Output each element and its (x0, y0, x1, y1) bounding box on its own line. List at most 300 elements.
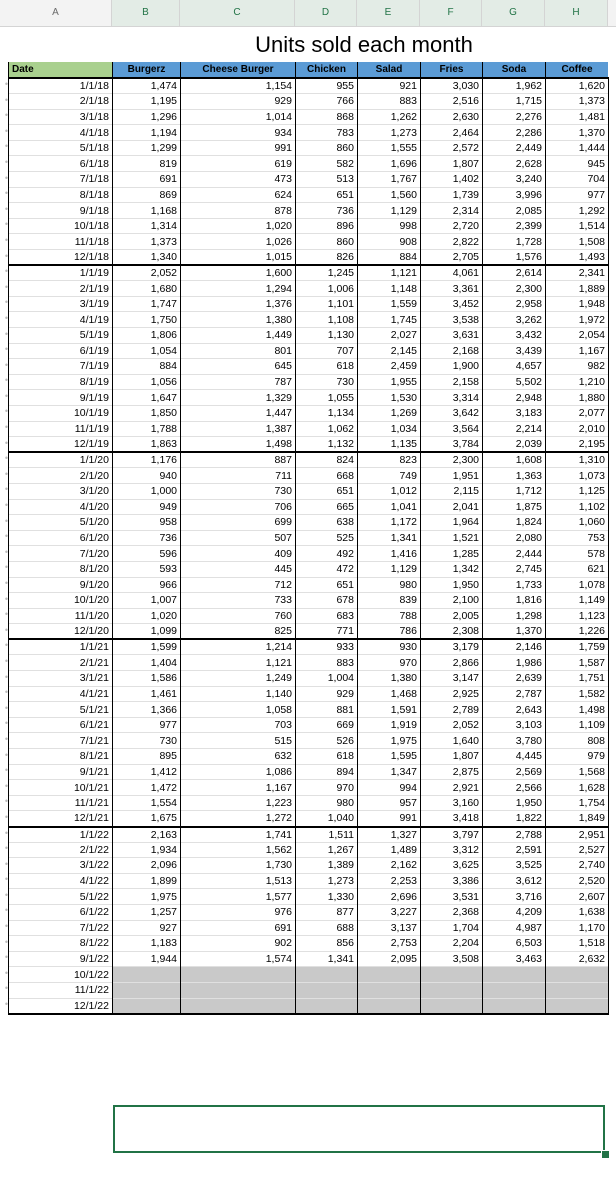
value-cell[interactable]: 1,294 (181, 281, 296, 297)
value-cell[interactable]: 1,168 (113, 203, 181, 219)
row-number-stub[interactable]: • (4, 375, 8, 385)
value-cell[interactable]: 645 (181, 359, 296, 375)
value-cell[interactable]: 1,530 (358, 390, 421, 406)
row-number-stub[interactable]: • (4, 968, 8, 978)
value-cell[interactable]: 3,262 (483, 312, 546, 328)
value-cell[interactable]: 492 (296, 546, 358, 562)
value-cell[interactable]: 2,643 (483, 702, 546, 718)
value-cell[interactable]: 1,489 (358, 842, 421, 858)
row-number-stub[interactable]: • (4, 983, 8, 993)
value-cell[interactable]: 2,696 (358, 889, 421, 905)
value-cell[interactable]: 1,508 (546, 234, 609, 250)
value-cell[interactable]: 2,146 (483, 639, 546, 655)
value-cell[interactable]: 1,822 (483, 811, 546, 827)
value-cell[interactable]: 1,387 (181, 421, 296, 437)
date-cell[interactable]: 8/1/20 (9, 561, 113, 577)
value-cell[interactable]: 3,179 (421, 639, 483, 655)
value-cell[interactable]: 856 (296, 936, 358, 952)
row-number-stub[interactable]: • (4, 718, 8, 728)
value-cell[interactable]: 683 (296, 608, 358, 624)
value-cell[interactable]: 1,380 (358, 671, 421, 687)
value-cell[interactable]: 1,498 (546, 702, 609, 718)
value-cell[interactable]: 1,149 (546, 593, 609, 609)
value-cell[interactable]: 2,100 (421, 593, 483, 609)
value-cell[interactable]: 878 (181, 203, 296, 219)
value-cell[interactable]: 1,638 (546, 904, 609, 920)
value-cell[interactable]: 930 (358, 639, 421, 655)
value-cell[interactable]: 2,204 (421, 936, 483, 952)
value-cell[interactable] (421, 998, 483, 1014)
value-cell[interactable]: 1,298 (483, 608, 546, 624)
date-cell[interactable]: 5/1/21 (9, 702, 113, 718)
value-cell[interactable]: 688 (296, 920, 358, 936)
value-cell[interactable]: 2,925 (421, 686, 483, 702)
value-cell[interactable]: 1,788 (113, 421, 181, 437)
value-cell[interactable]: 2,399 (483, 218, 546, 234)
row-number-stub[interactable]: • (4, 531, 8, 541)
value-cell[interactable]: 1,850 (113, 405, 181, 421)
date-cell[interactable]: 3/1/22 (9, 858, 113, 874)
row-number-stub[interactable]: • (4, 344, 8, 354)
value-cell[interactable]: 2,572 (421, 140, 483, 156)
value-cell[interactable]: 982 (546, 359, 609, 375)
value-cell[interactable]: 1,880 (546, 390, 609, 406)
value-cell[interactable]: 1,347 (358, 764, 421, 780)
date-cell[interactable]: 10/1/19 (9, 405, 113, 421)
row-number-stub[interactable]: • (4, 235, 8, 245)
date-cell[interactable]: 6/1/20 (9, 530, 113, 546)
value-cell[interactable]: 699 (181, 515, 296, 531)
header-cell-chicken[interactable]: Chicken (295, 62, 357, 77)
value-cell[interactable]: 1,269 (358, 405, 421, 421)
header-cell-coffee[interactable]: Coffee (545, 62, 608, 77)
row-number-stub[interactable]: • (4, 765, 8, 775)
date-cell[interactable]: 5/1/18 (9, 140, 113, 156)
value-cell[interactable]: 1,273 (296, 873, 358, 889)
value-cell[interactable]: 1,267 (296, 842, 358, 858)
value-cell[interactable]: 3,312 (421, 842, 483, 858)
value-cell[interactable]: 1,554 (113, 795, 181, 811)
row-number-stub[interactable]: • (4, 687, 8, 697)
value-cell[interactable]: 1,121 (181, 655, 296, 671)
value-cell[interactable]: 3,314 (421, 390, 483, 406)
value-cell[interactable]: 706 (181, 499, 296, 515)
value-cell[interactable]: 1,747 (113, 296, 181, 312)
value-cell[interactable]: 1,272 (181, 811, 296, 827)
value-cell[interactable]: 515 (181, 733, 296, 749)
value-cell[interactable]: 2,145 (358, 343, 421, 359)
value-cell[interactable]: 970 (296, 780, 358, 796)
row-number-stub[interactable]: • (4, 266, 8, 276)
date-cell[interactable]: 11/1/18 (9, 234, 113, 250)
row-number-stub[interactable]: • (4, 251, 8, 261)
value-cell[interactable]: 1,986 (483, 655, 546, 671)
date-cell[interactable]: 11/1/19 (9, 421, 113, 437)
value-cell[interactable]: 2,753 (358, 936, 421, 952)
value-cell[interactable]: 2,052 (421, 717, 483, 733)
row-number-stub[interactable]: • (4, 812, 8, 822)
date-cell[interactable]: 4/1/21 (9, 686, 113, 702)
value-cell[interactable]: 1,416 (358, 546, 421, 562)
value-cell[interactable]: 1,099 (113, 624, 181, 640)
row-number-stub[interactable]: • (4, 547, 8, 557)
header-cell-fries[interactable]: Fries (420, 62, 482, 77)
value-cell[interactable]: 955 (296, 78, 358, 94)
value-cell[interactable]: 1,370 (546, 125, 609, 141)
value-cell[interactable] (483, 982, 546, 998)
value-cell[interactable]: 1,167 (181, 780, 296, 796)
value-cell[interactable]: 1,257 (113, 904, 181, 920)
value-cell[interactable]: 1,363 (483, 468, 546, 484)
value-cell[interactable]: 1,559 (358, 296, 421, 312)
row-number-stub[interactable]: • (4, 905, 8, 915)
value-cell[interactable]: 1,620 (546, 78, 609, 94)
value-cell[interactable]: 507 (181, 530, 296, 546)
value-cell[interactable]: 2,158 (421, 374, 483, 390)
value-cell[interactable]: 1,389 (296, 858, 358, 874)
value-cell[interactable]: 1,875 (483, 499, 546, 515)
value-cell[interactable]: 958 (113, 515, 181, 531)
row-number-stub[interactable]: • (4, 173, 8, 183)
value-cell[interactable]: 730 (181, 483, 296, 499)
value-cell[interactable]: 2,591 (483, 842, 546, 858)
value-cell[interactable]: 1,560 (358, 187, 421, 203)
column-header-d[interactable]: D (295, 0, 357, 26)
value-cell[interactable]: 1,741 (181, 827, 296, 843)
value-cell[interactable]: 1,172 (358, 515, 421, 531)
value-cell[interactable]: 1,342 (421, 561, 483, 577)
value-cell[interactable]: 525 (296, 530, 358, 546)
row-number-stub[interactable]: • (4, 204, 8, 214)
date-cell[interactable]: 12/1/18 (9, 250, 113, 266)
value-cell[interactable]: 2,052 (113, 265, 181, 281)
value-cell[interactable]: 1,014 (181, 109, 296, 125)
value-cell[interactable]: 1,481 (546, 109, 609, 125)
value-cell[interactable]: 2,628 (483, 156, 546, 172)
column-header-c[interactable]: C (180, 0, 295, 26)
value-cell[interactable]: 1,574 (181, 951, 296, 967)
value-cell[interactable]: 896 (296, 218, 358, 234)
date-cell[interactable]: 6/1/21 (9, 717, 113, 733)
value-cell[interactable]: 1,020 (113, 608, 181, 624)
value-cell[interactable]: 1,102 (546, 499, 609, 515)
row-number-stub[interactable]: • (4, 921, 8, 931)
date-cell[interactable]: 8/1/19 (9, 374, 113, 390)
value-cell[interactable]: 1,341 (358, 530, 421, 546)
value-cell[interactable]: 1,015 (181, 250, 296, 266)
date-cell[interactable]: 9/1/21 (9, 764, 113, 780)
row-number-stub[interactable]: • (4, 999, 8, 1009)
value-cell[interactable] (421, 967, 483, 983)
value-cell[interactable] (181, 967, 296, 983)
value-cell[interactable]: 3,418 (421, 811, 483, 827)
value-cell[interactable]: 1,034 (358, 421, 421, 437)
date-cell[interactable]: 8/1/22 (9, 936, 113, 952)
value-cell[interactable]: 1,292 (546, 203, 609, 219)
value-cell[interactable]: 1,108 (296, 312, 358, 328)
value-cell[interactable]: 1,514 (546, 218, 609, 234)
value-cell[interactable]: 3,160 (421, 795, 483, 811)
row-number-stub[interactable]: • (4, 874, 8, 884)
value-cell[interactable]: 1,449 (181, 328, 296, 344)
value-cell[interactable]: 2,464 (421, 125, 483, 141)
row-number-stub[interactable]: • (4, 859, 8, 869)
value-cell[interactable]: 409 (181, 546, 296, 562)
value-cell[interactable]: 869 (113, 187, 181, 203)
value-cell[interactable]: 1,919 (358, 717, 421, 733)
value-cell[interactable]: 2,630 (421, 109, 483, 125)
value-cell[interactable]: 2,253 (358, 873, 421, 889)
value-cell[interactable]: 1,135 (358, 437, 421, 453)
date-cell[interactable]: 10/1/22 (9, 967, 113, 983)
value-cell[interactable]: 1,468 (358, 686, 421, 702)
value-cell[interactable]: 2,789 (421, 702, 483, 718)
value-cell[interactable]: 6,503 (483, 936, 546, 952)
value-cell[interactable]: 1,628 (546, 780, 609, 796)
value-cell[interactable]: 1,412 (113, 764, 181, 780)
value-cell[interactable]: 1,086 (181, 764, 296, 780)
row-number-stub[interactable]: • (4, 453, 8, 463)
row-number-stub[interactable]: • (4, 781, 8, 791)
value-cell[interactable]: 1,020 (181, 218, 296, 234)
value-cell[interactable]: 2,516 (421, 94, 483, 110)
value-cell[interactable]: 1,330 (296, 889, 358, 905)
value-cell[interactable]: 3,386 (421, 873, 483, 889)
value-cell[interactable]: 1,950 (421, 577, 483, 593)
value-cell[interactable]: 1,245 (296, 265, 358, 281)
value-cell[interactable]: 1,125 (546, 483, 609, 499)
value-cell[interactable]: 783 (296, 125, 358, 141)
row-number-stub[interactable]: • (4, 750, 8, 760)
value-cell[interactable]: 883 (296, 655, 358, 671)
row-number-stub[interactable]: • (4, 952, 8, 962)
date-cell[interactable]: 10/1/18 (9, 218, 113, 234)
value-cell[interactable]: 1,273 (358, 125, 421, 141)
value-cell[interactable]: 3,432 (483, 328, 546, 344)
value-cell[interactable]: 1,733 (483, 577, 546, 593)
value-cell[interactable]: 621 (546, 561, 609, 577)
value-cell[interactable]: 1,824 (483, 515, 546, 531)
value-cell[interactable] (546, 982, 609, 998)
value-cell[interactable]: 2,607 (546, 889, 609, 905)
value-cell[interactable]: 1,340 (113, 250, 181, 266)
value-cell[interactable]: 894 (296, 764, 358, 780)
value-cell[interactable]: 945 (546, 156, 609, 172)
row-number-stub[interactable]: • (4, 126, 8, 136)
value-cell[interactable]: 1,975 (358, 733, 421, 749)
value-cell[interactable]: 826 (296, 250, 358, 266)
row-number-stub[interactable]: • (4, 188, 8, 198)
value-cell[interactable]: 1,129 (358, 561, 421, 577)
date-cell[interactable]: 8/1/21 (9, 749, 113, 765)
date-cell[interactable]: 2/1/21 (9, 655, 113, 671)
row-number-stub[interactable]: • (4, 141, 8, 151)
value-cell[interactable]: 2,163 (113, 827, 181, 843)
date-cell[interactable]: 8/1/18 (9, 187, 113, 203)
value-cell[interactable]: 445 (181, 561, 296, 577)
value-cell[interactable]: 2,115 (421, 483, 483, 499)
value-cell[interactable]: 1,600 (181, 265, 296, 281)
value-cell[interactable]: 1,472 (113, 780, 181, 796)
value-cell[interactable]: 908 (358, 234, 421, 250)
value-cell[interactable]: 1,310 (546, 452, 609, 468)
value-cell[interactable]: 1,498 (181, 437, 296, 453)
value-cell[interactable]: 749 (358, 468, 421, 484)
value-cell[interactable]: 1,955 (358, 374, 421, 390)
row-number-stub[interactable]: • (4, 157, 8, 167)
value-cell[interactable]: 1,078 (546, 577, 609, 593)
value-cell[interactable] (296, 998, 358, 1014)
value-cell[interactable]: 2,027 (358, 328, 421, 344)
value-cell[interactable]: 2,168 (421, 343, 483, 359)
date-cell[interactable]: 12/1/21 (9, 811, 113, 827)
value-cell[interactable]: 1,130 (296, 328, 358, 344)
value-cell[interactable]: 1,148 (358, 281, 421, 297)
row-number-stub[interactable]: • (4, 500, 8, 510)
value-cell[interactable] (113, 998, 181, 1014)
value-cell[interactable] (296, 967, 358, 983)
value-cell[interactable]: 786 (358, 624, 421, 640)
date-cell[interactable]: 4/1/20 (9, 499, 113, 515)
value-cell[interactable]: 3,996 (483, 187, 546, 203)
value-cell[interactable]: 1,715 (483, 94, 546, 110)
value-cell[interactable]: 881 (296, 702, 358, 718)
value-cell[interactable]: 1,767 (358, 172, 421, 188)
value-cell[interactable]: 736 (113, 530, 181, 546)
value-cell[interactable]: 788 (358, 608, 421, 624)
value-cell[interactable]: 976 (181, 904, 296, 920)
value-cell[interactable]: 2,010 (546, 421, 609, 437)
value-cell[interactable]: 3,642 (421, 405, 483, 421)
value-cell[interactable]: 1,195 (113, 94, 181, 110)
value-cell[interactable]: 3,137 (358, 920, 421, 936)
value-cell[interactable]: 3,564 (421, 421, 483, 437)
value-cell[interactable]: 2,866 (421, 655, 483, 671)
row-number-stub[interactable]: • (4, 703, 8, 713)
value-cell[interactable]: 1,555 (358, 140, 421, 156)
value-cell[interactable]: 884 (113, 359, 181, 375)
value-cell[interactable]: 669 (296, 717, 358, 733)
value-cell[interactable]: 998 (358, 218, 421, 234)
date-cell[interactable]: 7/1/18 (9, 172, 113, 188)
value-cell[interactable]: 839 (358, 593, 421, 609)
value-cell[interactable]: 704 (546, 172, 609, 188)
value-cell[interactable]: 1,167 (546, 343, 609, 359)
row-number-stub[interactable]: • (4, 469, 8, 479)
value-cell[interactable]: 1,577 (181, 889, 296, 905)
value-cell[interactable]: 3,531 (421, 889, 483, 905)
row-number-stub[interactable]: • (4, 828, 8, 838)
value-cell[interactable]: 994 (358, 780, 421, 796)
value-cell[interactable]: 1,296 (113, 109, 181, 125)
value-cell[interactable]: 2,520 (546, 873, 609, 889)
date-cell[interactable]: 3/1/19 (9, 296, 113, 312)
value-cell[interactable] (421, 982, 483, 998)
value-cell[interactable]: 3,797 (421, 827, 483, 843)
value-cell[interactable]: 711 (181, 468, 296, 484)
value-cell[interactable]: 2,951 (546, 827, 609, 843)
value-cell[interactable]: 3,780 (483, 733, 546, 749)
value-cell[interactable]: 883 (358, 94, 421, 110)
value-cell[interactable]: 513 (296, 172, 358, 188)
value-cell[interactable]: 618 (296, 359, 358, 375)
value-cell[interactable]: 1,060 (546, 515, 609, 531)
value-cell[interactable]: 624 (181, 187, 296, 203)
value-cell[interactable]: 2,096 (113, 858, 181, 874)
header-cell-soda[interactable]: Soda (482, 62, 545, 77)
value-cell[interactable]: 3,716 (483, 889, 546, 905)
value-cell[interactable]: 1,285 (421, 546, 483, 562)
value-cell[interactable]: 1,109 (546, 717, 609, 733)
value-cell[interactable]: 1,712 (483, 483, 546, 499)
value-cell[interactable]: 596 (113, 546, 181, 562)
row-number-stub[interactable]: • (4, 594, 8, 604)
date-cell[interactable]: 6/1/22 (9, 904, 113, 920)
value-cell[interactable]: 1,647 (113, 390, 181, 406)
value-cell[interactable]: 1,380 (181, 312, 296, 328)
value-cell[interactable]: 1,058 (181, 702, 296, 718)
value-cell[interactable] (483, 998, 546, 1014)
column-header-h[interactable]: H (545, 0, 608, 26)
value-cell[interactable]: 2,958 (483, 296, 546, 312)
row-number-stub[interactable]: • (4, 672, 8, 682)
value-cell[interactable]: 1,595 (358, 749, 421, 765)
value-cell[interactable]: 1,576 (483, 250, 546, 266)
value-cell[interactable]: 991 (181, 140, 296, 156)
value-cell[interactable]: 651 (296, 577, 358, 593)
value-cell[interactable]: 1,447 (181, 405, 296, 421)
value-cell[interactable]: 526 (296, 733, 358, 749)
date-cell[interactable]: 3/1/20 (9, 483, 113, 499)
value-cell[interactable]: 819 (113, 156, 181, 172)
value-cell[interactable]: 3,103 (483, 717, 546, 733)
value-cell[interactable]: 1,696 (358, 156, 421, 172)
sheet-title[interactable]: Units sold each month (255, 32, 473, 57)
value-cell[interactable]: 2,054 (546, 328, 609, 344)
row-number-stub[interactable]: • (4, 484, 8, 494)
value-cell[interactable]: 921 (358, 78, 421, 94)
value-cell[interactable]: 1,376 (181, 296, 296, 312)
value-cell[interactable]: 3,508 (421, 951, 483, 967)
value-cell[interactable]: 991 (358, 811, 421, 827)
value-cell[interactable]: 933 (296, 639, 358, 655)
value-cell[interactable]: 1,373 (546, 94, 609, 110)
row-number-stub[interactable]: • (4, 516, 8, 526)
value-cell[interactable]: 668 (296, 468, 358, 484)
date-cell[interactable]: 1/1/19 (9, 265, 113, 281)
value-cell[interactable]: 2,787 (483, 686, 546, 702)
value-cell[interactable]: 2,632 (546, 951, 609, 967)
value-cell[interactable]: 2,788 (483, 827, 546, 843)
value-cell[interactable]: 970 (358, 655, 421, 671)
value-cell[interactable]: 3,612 (483, 873, 546, 889)
value-cell[interactable]: 1,739 (421, 187, 483, 203)
value-cell[interactable]: 1,586 (113, 671, 181, 687)
value-cell[interactable]: 1,004 (296, 671, 358, 687)
value-cell[interactable]: 730 (113, 733, 181, 749)
value-cell[interactable]: 1,474 (113, 78, 181, 94)
value-cell[interactable]: 3,439 (483, 343, 546, 359)
value-cell[interactable] (546, 998, 609, 1014)
value-cell[interactable]: 949 (113, 499, 181, 515)
value-cell[interactable]: 2,705 (421, 250, 483, 266)
value-cell[interactable]: 1,123 (546, 608, 609, 624)
value-cell[interactable]: 1,750 (113, 312, 181, 328)
value-cell[interactable]: 1,591 (358, 702, 421, 718)
value-cell[interactable]: 1,223 (181, 795, 296, 811)
value-cell[interactable]: 1,680 (113, 281, 181, 297)
row-number-stub[interactable]: • (4, 890, 8, 900)
